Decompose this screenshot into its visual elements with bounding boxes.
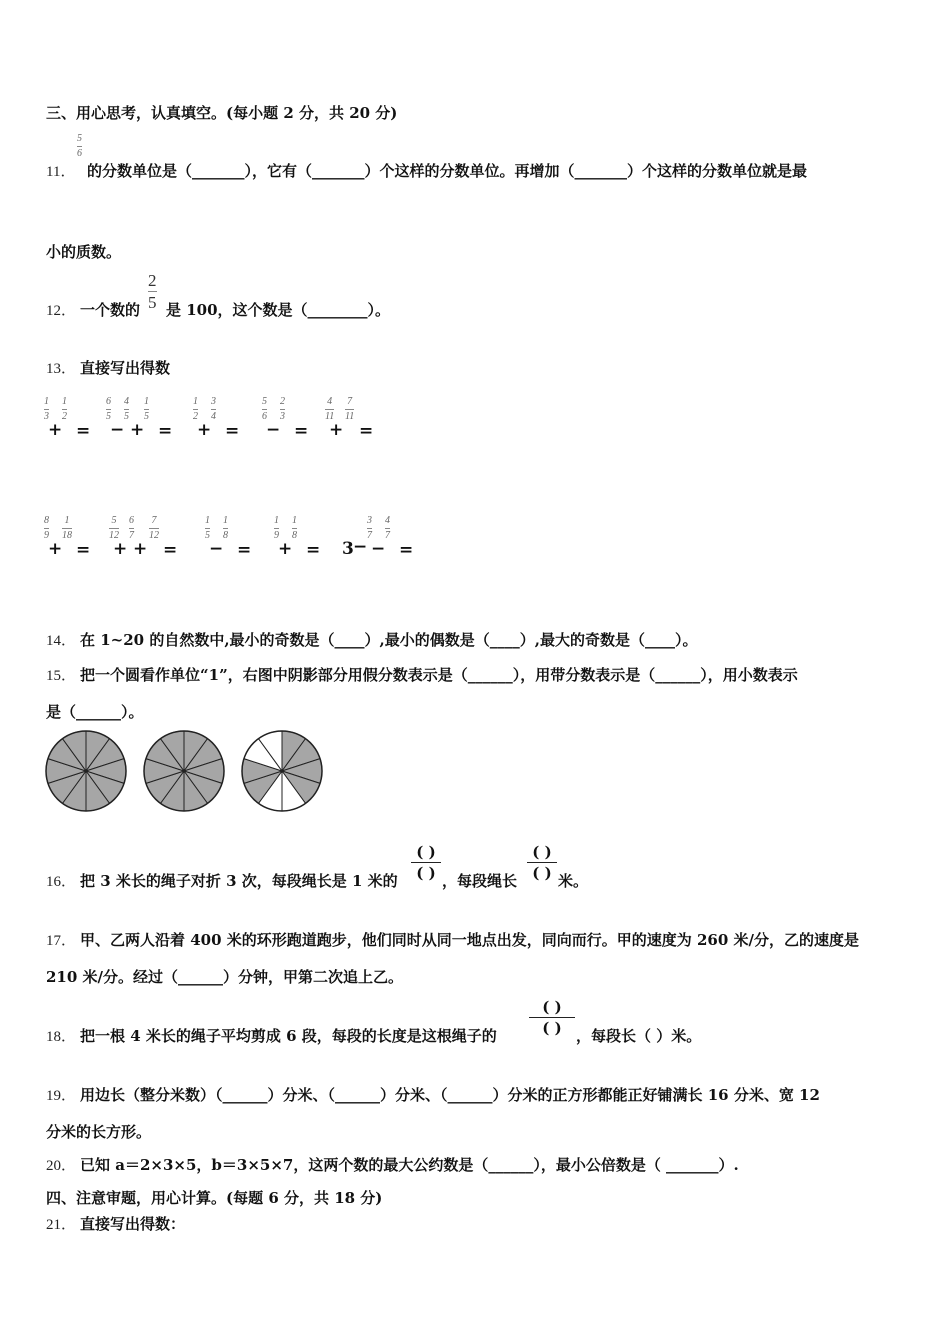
operator: + [113,539,128,559]
q16-number: 16． [46,874,77,890]
q12-fraction: 2 5 [148,271,157,312]
q18-number: 18． [46,1029,77,1045]
q16-mid: ，每段绳长 [442,872,518,890]
equals-sign: = [399,540,414,560]
q13-number: 13． [46,361,77,377]
fraction: 1 3 [44,396,49,422]
fraction: 1 5 [144,396,149,422]
q14-text: 在 1~20 的自然数中,最小的奇数是（____）,最小的偶数是（____）,最大的奇数是（____）。 [80,631,698,649]
circle-figure-2 [144,731,224,811]
q11-number: 11． [46,164,76,180]
q16-pre: 把 3 米长的绳子对折 3 次，每段绳长是 1 米的 [80,872,398,890]
q11-fraction: 5 6 [77,133,82,159]
q19-text-line2: 分米的长方形。 [46,1123,152,1141]
equals-sign: = [225,421,240,441]
operator: + [278,539,293,559]
q16-blank-fraction-1[interactable]: ( ) ( ) [411,843,441,882]
operator: + [329,420,344,440]
operator: + [130,420,145,440]
fraction: 5 6 [262,396,267,422]
equals-sign: = [359,421,374,441]
fraction: 1 2 [193,396,198,422]
q20-number: 20． [46,1158,77,1174]
operator: − [266,420,281,440]
equals-sign: = [76,421,91,441]
equals-sign: = [76,540,91,560]
q14-number: 14． [46,633,77,649]
fraction: 4 5 [124,396,129,422]
fraction: 8 9 [44,515,49,541]
fraction: 1 8 [292,515,297,541]
q17-text-line1: 甲、乙两人沿着 400 米的环形跑道跑步，他们同时从同一地点出发，同向而行。甲的速度为 260 米/分，乙的速度是 [80,931,859,949]
q17-number: 17． [46,933,77,949]
fraction: 7 12 [149,515,159,541]
q12-pre: 一个数的 [80,301,141,319]
fraction: 5 12 [109,515,119,541]
operator: − [110,420,125,440]
fraction: 1 18 [62,515,72,541]
q21-number: 21． [46,1217,77,1233]
q13-text: 直接写出得数 [80,359,171,377]
equals-sign: = [163,540,178,560]
fraction: 4 11 [325,396,335,422]
q15-text-line2: 是（______）。 [46,703,144,721]
q15-number: 15． [46,668,77,684]
fraction: 6 5 [106,396,111,422]
q12-post: 是 100，这个数是（________）。 [166,301,391,319]
q19-number: 19． [46,1088,77,1104]
fraction: 1 8 [223,515,228,541]
operator: + [48,539,63,559]
operator: + [133,539,148,559]
section-3-title: 三、用心思考，认真填空。(每小题 2 分，共 20 分) [46,104,398,122]
fraction: 1 2 [62,396,67,422]
lead-number: 3 [342,539,354,559]
q19-text-line1: 用边长（整分米数）（______）分米、（______）分米、（______）分米的正方形都能正好铺满长 16 分米、宽 12 [80,1086,820,1104]
q15-text-line1: 把一个圆看作单位“1”，右图中阴影部分用假分数表示是（______），用带分数表示是（______），用小数表示 [80,666,798,684]
circle-figure-3 [242,731,322,811]
operator: − [371,539,386,559]
q12-number: 12． [46,303,77,319]
equals-sign: = [158,421,173,441]
q18-pre: 把一根 4 米长的绳子平均剪成 6 段，每段的长度是这根绳子的 [80,1027,497,1045]
fraction: 6 7 [129,515,134,541]
fraction: 3 7 [367,515,372,541]
q17-text-line2: 210 米/分。经过（______）分钟，甲第二次追上乙。 [46,968,404,986]
q16-post: 米。 [558,872,589,890]
q15-circles-figure [44,730,324,812]
fraction: 7 11 [345,396,355,422]
operator: + [48,420,63,440]
equals-sign: = [294,421,309,441]
q11-text-line1: 的分数单位是（_______），它有（_______）个这样的分数单位。再增加（_______）个这样的分数单位就是最 [87,162,808,180]
fraction: 1 5 [205,515,210,541]
fraction: 1 9 [274,515,279,541]
equals-sign: = [306,540,321,560]
operator: + [197,420,212,440]
q20-text: 已知 a＝2×3×5，b＝3×5×7，这两个数的最大公约数是（______），最小公倍数是（ _______）. [80,1156,739,1174]
q18-post: ，每段长（ ）米。 [576,1027,702,1045]
circle-figure-1 [46,731,126,811]
fraction: 2 3 [280,396,285,422]
section-4-title: 四、注意审题，用心计算。(每题 6 分，共 18 分) [46,1189,383,1207]
equals-sign: = [237,540,252,560]
q18-blank-fraction[interactable]: ( ) ( ) [529,998,575,1037]
q16-blank-fraction-2[interactable]: ( ) ( ) [527,843,557,882]
q11-text-line2: 小的质数。 [46,243,122,261]
operator: − [209,539,224,559]
q21-text: 直接写出得数： [80,1215,186,1233]
operator: − [353,537,368,557]
fraction: 3 4 [211,396,216,422]
fraction: 4 7 [385,515,390,541]
